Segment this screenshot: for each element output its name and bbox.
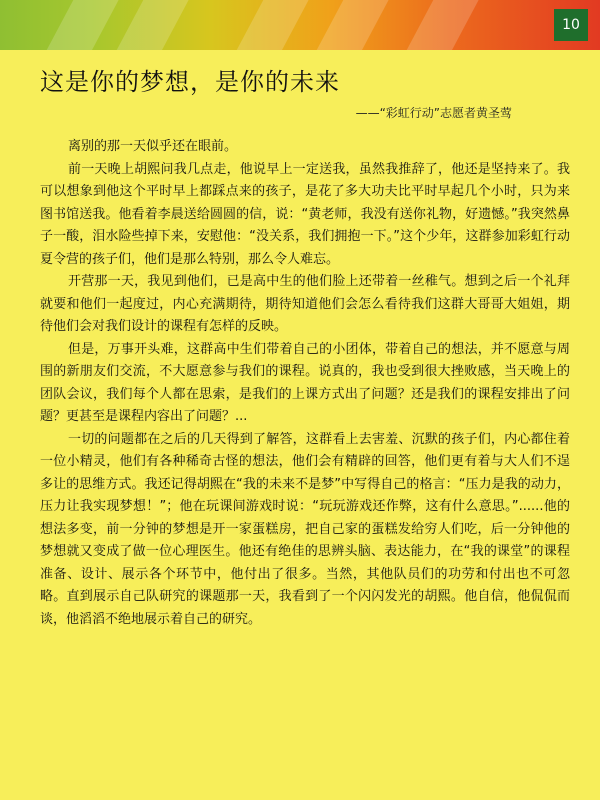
paragraph: 一切的问题都在之后的几天得到了解答，这群看上去害羞、沉默的孩子们，内心都住着一位小精灵，他们有各种稀奇古怪的想法，他们会有精辟的回答，他们更有着与大人们不逞多让的思维方式。我还记得胡熙在“我的未来不是梦”中写得自己的格言：“压力是我的动力，压力让我实现梦想！”；他在玩课间游戏时说：“玩玩游戏还作弊，这有什么意思。”......他的想法多变，前一分钟的梦想是开一家蛋糕房，把自己家的蛋糕发给穷人们吃，后一分钟他的梦想就又变成了做一位心理医生。他还有绝佳的思辨头脑、表达能力，在“我的课堂”的课程准备、设计、展示各个环节中，他付出了很多。当然，其他队员们的功劳和付出也不可忽略。直到展示自己队研究的课题那一天，我看到了一个闪闪发光的胡熙。他自信，他侃侃而谈，他滔滔不绝地展示着自己的研究。 xyxy=(40,431,570,627)
banner-decoration xyxy=(394,0,486,50)
banner-decoration xyxy=(34,0,126,50)
header-banner xyxy=(0,0,600,50)
banner-decoration xyxy=(224,0,316,50)
article-body xyxy=(40,136,570,631)
article-title: 这是你的梦想，是你的未来 xyxy=(40,68,340,96)
paragraph: 离别的那一天似乎还在眼前。 xyxy=(68,139,238,154)
banner-decoration xyxy=(104,0,196,50)
article-byline: ——“彩虹行动”志愿者黄圣莺 xyxy=(355,106,512,120)
paragraph: 开营那一天，我见到他们，已是高中生的他们脸上还带着一丝稚气。想到之后一个礼拜就要和他们一起度过，内心充满期待，期待知道他们会怎么看待我们这群大哥哥大姐姐，期待他们会对我们设计的课程有怎样的反映。 xyxy=(40,274,570,334)
paragraph: 但是，万事开头难，这群高中生们带着自己的小团体，带着自己的想法，并不愿意与周围的新朋友们交流，不大愿意参与我们的课程。说真的，我也受到很大挫败感，当天晚上的团队会议，我们每个人都在思索，是我们的上课方式出了问题？还是我们的课程安排出了问题？更甚至是课程内容出了问题？... xyxy=(40,341,570,424)
page-number: 10 xyxy=(554,9,588,41)
banner-decoration xyxy=(304,0,396,50)
paragraph: 前一天晚上胡熙问我几点走，他说早上一定送我，虽然我推辞了，他还是坚持来了。我可以想象到他这个平时早上都踩点来的孩子，是花了多大功夫比平时早起几个小时，只为来图书馆送我。他看着李晨送给圆圆的信，说：“黄老师，我没有送你礼物，好遗憾。”我突然鼻子一酸，泪水险些掉下来，安慰他：“没关系，我们拥抱一下。”这个少年，这群参加彩虹行动夏令营的孩子们，他们是那么特别，那么令人难忘。 xyxy=(40,161,570,267)
